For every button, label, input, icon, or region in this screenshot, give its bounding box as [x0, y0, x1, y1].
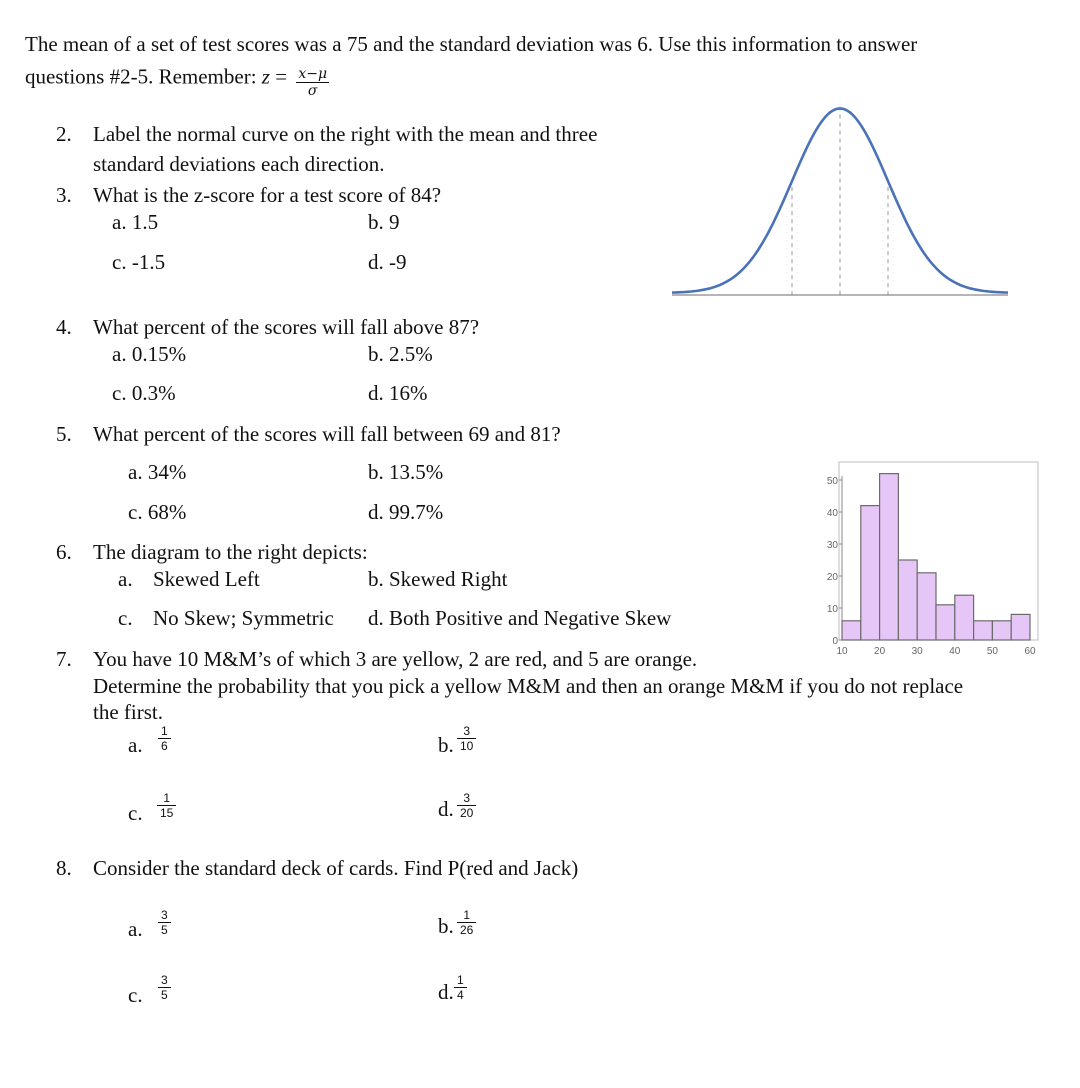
z-formula-denominator: σ: [307, 83, 318, 99]
histogram-bar: [898, 560, 917, 640]
histogram-x-tick-label: 60: [1024, 646, 1036, 657]
histogram-x-tick-label: 30: [911, 646, 923, 657]
q3-number: 3.: [56, 183, 72, 207]
q4-number: 4.: [56, 315, 72, 339]
q8-option-a-numerator: 3: [158, 908, 171, 923]
q8-option-c-denominator: 5: [161, 988, 168, 1002]
q6-option-c: No Skew; Symmetric: [153, 606, 334, 630]
equals-sign: =: [269, 64, 288, 89]
q7-number: 7.: [56, 647, 72, 671]
q7-option-c-letter: c.: [128, 801, 143, 825]
histogram-x-tick-label: 40: [949, 646, 961, 657]
q8-option-a-fraction: [158, 908, 171, 937]
histogram-bar: [992, 621, 1011, 640]
q8-option-c-letter: c.: [128, 983, 143, 1007]
q7-option-d-fraction: [457, 791, 476, 820]
q3-option-a: a. 1.5: [112, 210, 159, 234]
histogram-y-tick-label: 30: [826, 540, 838, 551]
q8-option-b-denominator: 26: [460, 923, 474, 937]
histogram-y-tick-label: 0: [832, 636, 838, 647]
z-formula-fraction: [296, 66, 329, 99]
histogram-chart: [808, 460, 1040, 658]
q8-option-d-fraction: [454, 973, 467, 1002]
q7-text-line-3: the first.: [93, 700, 163, 724]
q7-option-b-denominator: 10: [460, 739, 474, 753]
histogram-y-tick-label: 10: [826, 604, 838, 615]
q2-text-line-2: standard deviations each direction.: [93, 152, 385, 176]
normal-curve-chart: [668, 96, 1012, 302]
histogram-y-tick-label: 50: [826, 476, 838, 487]
histogram-bar: [861, 506, 880, 640]
histogram-bar: [1011, 614, 1030, 640]
q3-option-d: d. -9: [368, 250, 407, 274]
q3-option-b: b. 9: [368, 210, 400, 234]
q4-option-d: d. 16%: [368, 381, 428, 405]
histogram-y-tick-label: 20: [826, 572, 838, 583]
q4-option-a: a. 0.15%: [112, 342, 187, 366]
q4-text: What percent of the scores will fall above 87?: [93, 315, 480, 339]
q5-text: What percent of the scores will fall between 69 and 81?: [93, 422, 561, 446]
histogram-x-tick-label: 10: [836, 646, 848, 657]
histogram-bar: [880, 474, 899, 640]
q6-option-a-letter: a.: [118, 567, 133, 591]
intro-line-1: The mean of a set of test scores was a 75 and the standard deviation was 6. Use this information to answer: [25, 32, 918, 56]
histogram-bar: [917, 573, 936, 640]
q6-text: The diagram to the right depicts:: [93, 540, 368, 564]
q7-option-d-denominator: 20: [460, 806, 474, 820]
q8-option-c-numerator: 3: [158, 973, 171, 988]
intro-line-2: [25, 62, 329, 99]
q7-option-a-numerator: 1: [158, 724, 171, 739]
q7-option-d-letter: d.: [438, 797, 454, 821]
histogram-bar: [936, 605, 955, 640]
q7-option-a-denominator: 6: [161, 739, 168, 753]
intro-remember-text: questions #2-5. Remember:: [25, 64, 262, 89]
q6-option-a: Skewed Left: [153, 567, 260, 591]
q5-number: 5.: [56, 422, 72, 446]
q6-option-b: b. Skewed Right: [368, 567, 508, 591]
q7-option-b-fraction: [457, 724, 476, 753]
q8-option-b-numerator: 1: [457, 908, 476, 923]
histogram-x-tick-label: 50: [986, 646, 998, 657]
histogram-y-tick-label: 40: [826, 508, 838, 519]
q7-option-b-numerator: 3: [457, 724, 476, 739]
histogram-x-tick-label: 20: [874, 646, 886, 657]
q8-option-b-letter: b.: [438, 914, 454, 938]
q7-option-b-letter: b.: [438, 733, 454, 757]
normal-curve-line: [672, 109, 1008, 293]
q2-text-line-1: Label the normal curve on the right with the mean and three: [93, 122, 598, 146]
q6-option-d: d. Both Positive and Negative Skew: [368, 606, 672, 630]
q5-option-d: d. 99.7%: [368, 500, 444, 524]
q8-text: Consider the standard deck of cards. Find P(red and Jack): [93, 856, 579, 880]
q7-option-c-fraction: [157, 791, 176, 820]
histogram-bar: [974, 621, 993, 640]
q7-text-line-2: Determine the probability that you pick a yellow M&M and then an orange M&M if you do not replace: [93, 674, 964, 698]
q7-option-a-fraction: [158, 724, 171, 753]
q8-option-d-numerator: 1: [454, 973, 467, 988]
z-symbol: z: [261, 64, 270, 89]
q5-option-c: c. 68%: [128, 500, 187, 524]
q7-option-c-denominator: 15: [160, 806, 174, 820]
q4-option-c: c. 0.3%: [112, 381, 176, 405]
q5-option-a: a. 34%: [128, 460, 187, 484]
q7-text-line-1: You have 10 M&M’s of which 3 are yellow, 2 are red, and 5 are orange.: [93, 647, 698, 671]
q8-option-a-letter: a.: [128, 917, 143, 941]
q8-option-c-fraction: [158, 973, 171, 1002]
q5-option-b: b. 13.5%: [368, 460, 444, 484]
q8-option-b-fraction: [457, 908, 476, 937]
q4-option-b: b. 2.5%: [368, 342, 433, 366]
q8-option-d-denominator: 4: [457, 988, 464, 1002]
q6-number: 6.: [56, 540, 72, 564]
q7-option-d-numerator: 3: [457, 791, 476, 806]
q7-option-a-letter: a.: [128, 733, 143, 757]
histogram-bar: [955, 595, 974, 640]
q8-number: 8.: [56, 856, 72, 880]
q6-option-c-letter: c.: [118, 606, 133, 630]
q2-number: 2.: [56, 122, 72, 146]
q3-text: What is the z-score for a test score of 84?: [93, 183, 442, 207]
q8-option-d-letter: d.: [438, 980, 454, 1004]
q7-option-c-numerator: 1: [157, 791, 176, 806]
q3-option-c: c. -1.5: [112, 250, 166, 274]
z-formula-numerator: x−μ: [298, 66, 328, 82]
histogram-bar: [842, 621, 861, 640]
q8-option-a-denominator: 5: [161, 923, 168, 937]
